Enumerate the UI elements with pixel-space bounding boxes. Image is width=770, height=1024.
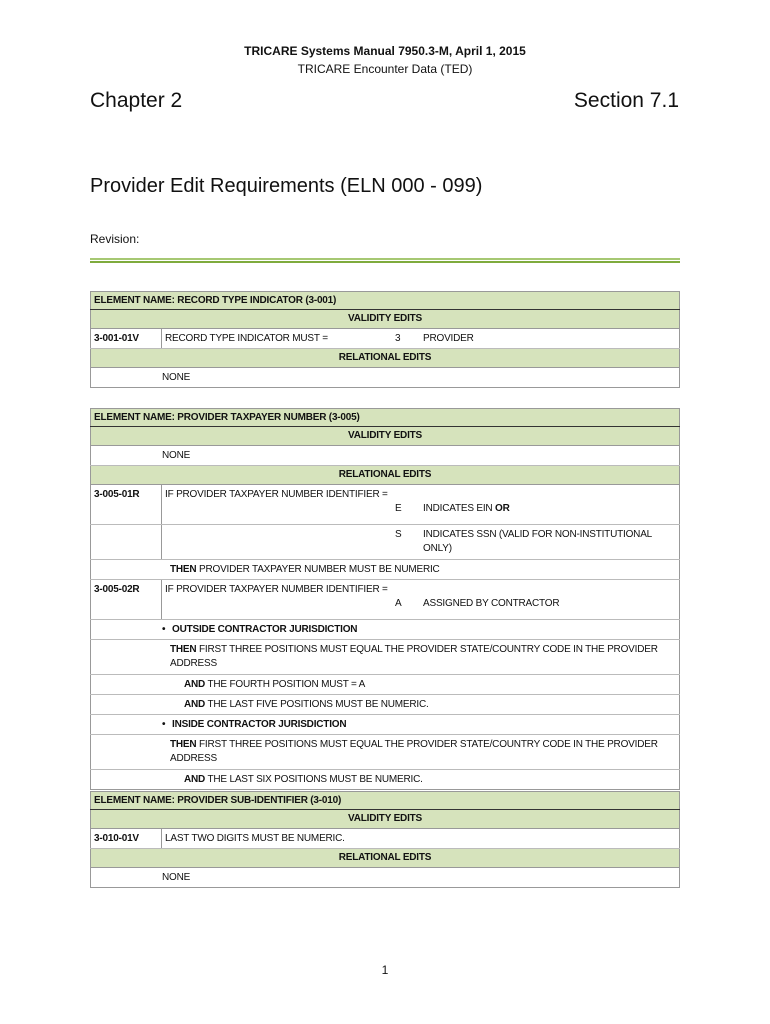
then-text: PROVIDER TAXPAYER NUMBER MUST BE NUMERIC — [199, 564, 440, 575]
relational-edits-heading: RELATIONAL EDITS — [91, 849, 680, 868]
edit-description — [420, 485, 680, 525]
and-keyword: AND — [184, 699, 206, 710]
chapter-label: Chapter 2 — [90, 89, 183, 112]
edit-description: INDICATES SSN (VALID FOR NON-INSTITUTIONAL ONLY) — [420, 525, 680, 560]
element-name: ELEMENT NAME: PROVIDER TAXPAYER NUMBER (3-005) — [91, 409, 680, 427]
section-label: Section 7.1 — [573, 89, 679, 112]
revision-label: Revision: — [90, 232, 140, 246]
and-keyword: AND — [184, 774, 206, 785]
edit-condition: IF PROVIDER TAXPAYER NUMBER IDENTIFIER = — [162, 580, 393, 620]
edit-value: S — [392, 525, 420, 560]
edit-condition: RECORD TYPE INDICATOR MUST = — [162, 329, 393, 349]
provider-sub-identifier-table — [90, 791, 680, 888]
bullet-icon: • — [162, 719, 166, 730]
bullet-outside-jurisdiction — [91, 620, 680, 640]
provider-taxpayer-number-table — [90, 408, 680, 790]
relational-edits-heading: RELATIONAL EDITS — [91, 349, 680, 368]
and-text: THE LAST SIX POSITIONS MUST BE NUMERIC. — [207, 774, 423, 785]
page-number: 1 — [381, 963, 389, 977]
and-clause — [91, 770, 680, 790]
validity-edits-heading: VALIDITY EDITS — [91, 310, 680, 329]
edit-condition: IF PROVIDER TAXPAYER NUMBER IDENTIFIER = — [162, 485, 393, 525]
then-text: FIRST THREE POSITIONS MUST EQUAL THE PROVIDER STATE/COUNTRY CODE IN THE PROVIDER ADDRESS — [170, 739, 658, 764]
validity-edits-heading: VALIDITY EDITS — [91, 810, 680, 829]
and-clause — [91, 695, 680, 715]
page-title: Provider Edit Requirements (ELN 000 - 099) — [90, 175, 483, 197]
bullet-text: OUTSIDE CONTRACTOR JURISDICTION — [172, 624, 358, 635]
edit-none: NONE — [91, 868, 680, 888]
edit-code: 3-005-02R — [91, 580, 162, 620]
then-text: FIRST THREE POSITIONS MUST EQUAL THE PROVIDER STATE/COUNTRY CODE IN THE PROVIDER ADDRESS — [170, 644, 658, 669]
record-type-indicator-table — [90, 291, 680, 388]
then-keyword: THEN — [170, 739, 197, 750]
and-clause — [91, 675, 680, 695]
edit-description: PROVIDER — [420, 329, 680, 349]
edit-description-text: INDICATES EIN — [423, 503, 493, 514]
bullet-text: INSIDE CONTRACTOR JURISDICTION — [172, 719, 347, 730]
bullet-inside-jurisdiction — [91, 715, 680, 735]
running-header-subtitle: TRICARE Encounter Data (TED) — [297, 62, 473, 76]
edit-code: 3-005-01R — [91, 485, 162, 525]
edit-none: NONE — [91, 368, 680, 388]
then-keyword: THEN — [170, 644, 197, 655]
bullet-icon: • — [162, 624, 166, 635]
and-keyword: AND — [184, 679, 206, 690]
and-text: THE FOURTH POSITION MUST = A — [207, 679, 366, 690]
title-divider — [90, 258, 680, 263]
edit-condition: LAST TWO DIGITS MUST BE NUMERIC. — [162, 829, 680, 849]
edit-value: A — [392, 580, 420, 620]
then-keyword: THEN — [170, 564, 197, 575]
edit-code: 3-010-01V — [91, 829, 162, 849]
edit-code: 3-001-01V — [91, 329, 162, 349]
running-header-title: TRICARE Systems Manual 7950.3-M, April 1, 2015 — [244, 44, 526, 58]
relational-edits-heading: RELATIONAL EDITS — [91, 466, 680, 485]
or-keyword: OR — [495, 503, 510, 514]
element-name: ELEMENT NAME: PROVIDER SUB-IDENTIFIER (3-010) — [91, 792, 680, 810]
edit-none: NONE — [91, 446, 680, 466]
validity-edits-heading: VALIDITY EDITS — [91, 427, 680, 446]
edit-value: E — [392, 485, 420, 525]
then-clause — [91, 640, 680, 675]
element-name: ELEMENT NAME: RECORD TYPE INDICATOR (3-001) — [91, 292, 680, 310]
and-text: THE LAST FIVE POSITIONS MUST BE NUMERIC. — [207, 699, 429, 710]
edit-description: ASSIGNED BY CONTRACTOR — [420, 580, 680, 620]
edit-value: 3 — [392, 329, 420, 349]
then-clause — [91, 735, 680, 770]
then-clause — [91, 560, 680, 580]
